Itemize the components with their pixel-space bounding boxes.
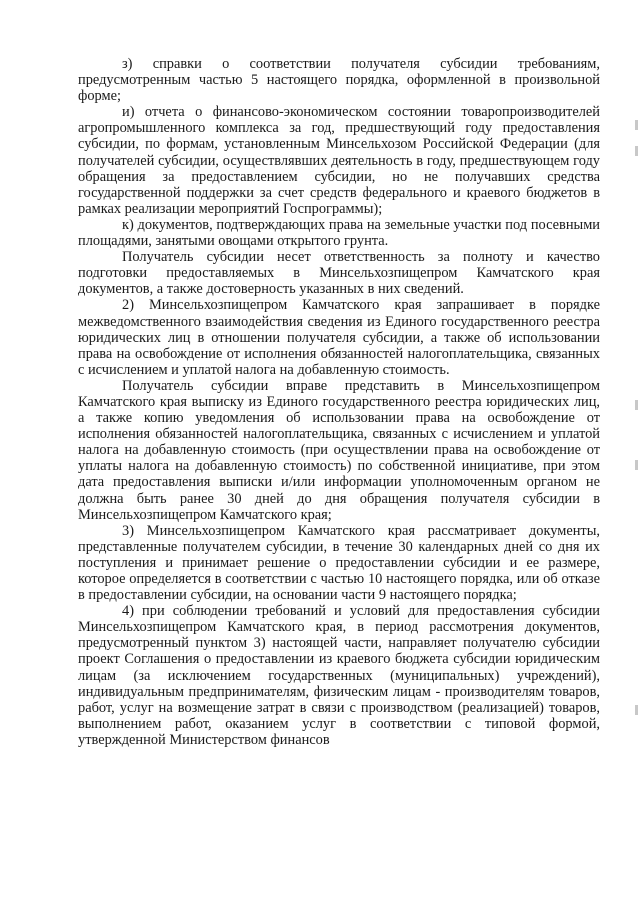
scan-edge-marks bbox=[632, 0, 638, 905]
scan-edge-mark bbox=[635, 120, 638, 130]
paragraph-item-3-review: 3) Минсельхозпищепром Камчатского края рассматривает документы, представленные получателем субсидии, в течение 30 календарных дней со дня их поступления и принимает решение о предоставлении субсидии и ее размере, которое определяется в соответствии с частью 10 настоящего порядка, или об отказе в предоставлении субсидии, на основании части 9 настоящего порядка; bbox=[78, 522, 600, 604]
paragraph-k-land-documents: к) документов, подтверждающих права на земельные участки под посевными площадями, занятыми овощами открытого грунта. bbox=[78, 216, 600, 250]
paragraph-i-financial-report: и) отчета о финансово-экономическом состоянии товаропроизводителей агропромышленного комплекса за год, предшествующий году предоставления субсидии, по формам, установленным Минсельхозом Российской Федерации (для получателей субсидии, осуществлявших деятельность в году, предшествующем году обращения за предоставлением субсидии, но не получавших средства государственной поддержки за счет средств федерального и краевого бюджетов в рамках реализации мероприятий Госпрограммы); bbox=[78, 104, 600, 217]
paragraph-responsibility: Получатель субсидии несет ответственность за полноту и качество подготовки предоставляемых в Минсельхозпищепром Камчатского края документов, а также достоверность указанных в них сведений. bbox=[78, 249, 600, 298]
paragraph-optional-extract: Получатель субсидии вправе представить в Минсельхозпищепром Камчатского края выписку из Единого государственного реестра юридических лиц, а также копию уведомления об использовании права на освобождение от исполнения обязанностей налогоплательщика, связанных с исчислением и уплатой налога на добавленную стоимость (при осуществлении права на освобождение от уплаты налога на добавленную стоимость) по собственной инициативе, при этом дата предоставления выписки и/или информации уполномоченным органом не должна быть ранее 30 дней до дня обращения получателя субсидии в Минсельхозпищепром Камчатского края; bbox=[78, 377, 600, 523]
paragraph-z-certificate: з) справки о соответствии получателя субсидии требованиям, предусмотренным частью 5 настоящего порядка, оформленной в произвольной форме; bbox=[78, 56, 600, 105]
scan-edge-mark bbox=[635, 400, 638, 410]
paragraph-item-4-agreement: 4) при соблюдении требований и условий для предоставления субсидии Минсельхозпищепром Камчатского края, в период рассмотрения документов, предусмотренный пунктом 3) настоящей части, направляет получателю субсидии проект Соглашения о предоставлении из краевого бюджета субсидии юридическим лицам (за исключением государственных (муниципальных) учреждений), индивидуальным предпринимателям, физическим лицам - производителям товаров, работ, услуг на возмещение затрат в связи с производством (реализацией) товаров, выполнением работ, оказанием услуг в соответствии с типовой формой, утвержденной Министерством финансов bbox=[78, 603, 600, 748]
paragraph-item-2-request: 2) Минсельхозпищепром Камчатского края запрашивает в порядке межведомственного взаимодействия сведения из Единого государственного реестра юридических лиц в отношении получателя субсидии, а также об использовании права на освобождение от исполнения обязанностей налогоплательщика, связанных с исчислением и уплатой налога на добавленную стоимость. bbox=[78, 297, 600, 378]
scan-edge-mark bbox=[635, 705, 638, 715]
scan-edge-mark bbox=[635, 460, 638, 470]
scan-edge-mark bbox=[635, 146, 638, 156]
document-page bbox=[78, 56, 600, 748]
